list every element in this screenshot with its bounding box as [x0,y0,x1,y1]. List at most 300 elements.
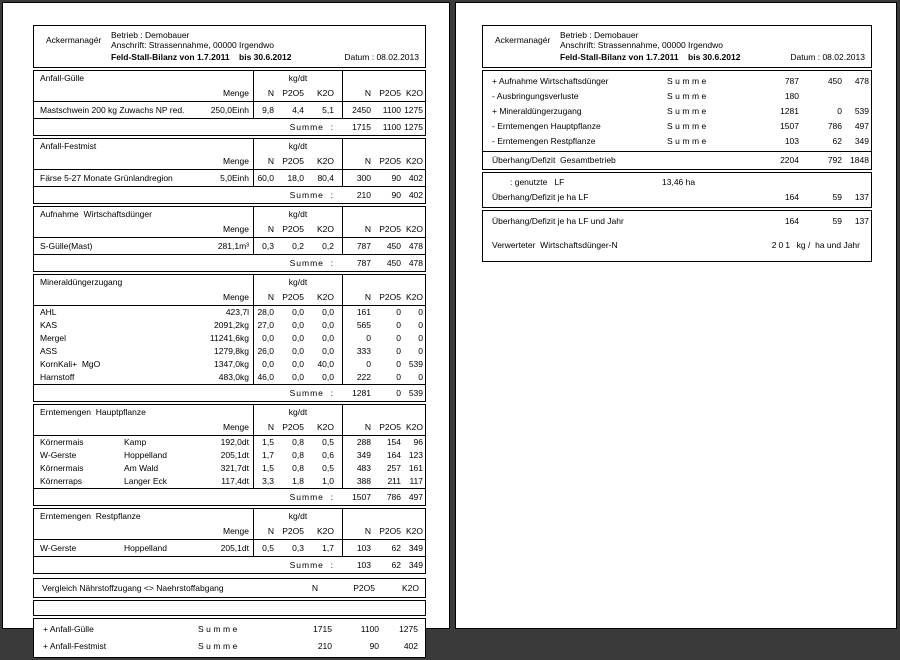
cell: 96 [413,437,423,447]
cell: 349 [356,450,371,460]
cell: 90 [391,172,401,183]
summe-label: Summe : [289,387,334,398]
cell-menge: 1347,0kg [214,359,249,369]
col-k2o: K2O [405,155,423,166]
col-p2o5: P2O5 [282,155,304,166]
cell: 59 [832,216,842,226]
table-row [34,102,425,118]
cell: 1275 [399,624,418,634]
cell-menge: 192,0dt [220,437,249,447]
col-p2o5: P2O5 [379,223,401,234]
cell-menge: 281,1m³ [217,240,249,251]
summe-label: Summe [667,106,709,116]
report-page-2 [482,25,872,264]
cell: 0 [396,387,401,398]
col-menge: Menge [223,87,249,98]
row-field: Hoppelland [124,450,168,460]
col-menge: Menge [223,525,249,536]
cell: 402 [408,172,423,183]
lf-value: 13,46 ha [662,177,696,187]
col-n: N [267,87,274,98]
section-anfall-festmist [33,138,426,204]
cell: 154 [386,437,401,447]
row-name: KAS [40,320,58,330]
col-n: N [267,155,274,166]
cell: 62 [391,559,401,570]
summe-label: Summe : [289,189,334,200]
unit-label: kg/dt [288,406,308,417]
cell: 333 [356,346,371,356]
col-k2o: K2O [405,291,423,302]
cell: 786 [386,491,401,502]
row-label: + Anfall-Festmist [43,641,107,651]
jahr-box [482,210,872,262]
cell: 0,0 [292,359,304,369]
cell: 18,0 [287,172,304,183]
lf-box [482,172,872,208]
col-n: N [311,582,318,593]
col-n: N [364,155,371,166]
col-n: N [267,291,274,302]
row-crop: W-Gerste [40,450,77,460]
cell: 0,0 [292,333,304,343]
cell: 0 [418,372,423,382]
cell: 0,0 [322,307,334,317]
cell: 0 [396,320,401,330]
cell-menge: 423,7l [225,307,249,317]
cell: 478 [854,76,869,86]
betrieb-line: Betrieb : Demobauer [111,30,190,40]
row-crop: W-Gerste [40,542,77,553]
cell: 483 [356,463,371,473]
unit-label: kg/dt [288,510,308,521]
col-p2o5: P2O5 [379,155,401,166]
cell: 257 [386,463,401,473]
cell: 539 [408,359,423,369]
cell: 62 [391,542,401,553]
table-row [34,332,425,345]
cell: 161 [408,463,423,473]
cell: 0 [418,333,423,343]
column-header-row [34,289,425,306]
cell: 288 [356,437,371,447]
bilanz-box [482,70,872,170]
col-p2o5: P2O5 [282,223,304,234]
cell: 28,0 [257,307,274,317]
row-label: - Erntemengen Hauptpflanze [492,121,601,131]
col-p2o5: P2O5 [282,291,304,302]
col-k2o: K2O [405,525,423,536]
summe-label: Summe [667,136,709,146]
table-row [34,306,425,319]
cell: 0 [837,106,842,116]
row-field: Langer Eck [124,476,167,486]
cell: 0 [418,307,423,317]
cell: 787 [356,257,371,268]
anschrift-line: Anschrift: Strassennahme, 00000 Irgendwo [111,40,275,50]
cell: 137 [854,216,869,226]
cell: 478 [408,257,423,268]
summe-label: Summe [198,641,240,651]
cell: 90 [391,189,401,200]
table-row [483,74,871,89]
section-title: Erntemengen Restpflanze [40,510,141,521]
cell: 164 [784,192,799,202]
col-p2o5: P2O5 [379,525,401,536]
summe-label: Summe : [289,491,334,502]
cell: 60,0 [257,172,274,183]
cell: 1,0 [322,476,334,486]
table-row [34,462,425,475]
cell: 1,7 [262,450,274,460]
row-label: + Mineraldüngerzugang [492,106,582,116]
cell-menge: 2091,2kg [214,320,249,330]
cell: 0 [366,333,371,343]
header-title-row [483,50,871,67]
summe-label: Summe [667,91,709,101]
cell: 164 [386,450,401,460]
cell: 0,0 [292,307,304,317]
cell: 1275 [404,104,423,115]
row-label: - Erntemengen Restpflanze [492,136,596,146]
cell: 792 [827,155,842,165]
col-menge: Menge [223,223,249,234]
col-k2o: K2O [316,155,334,166]
cell-menge: 250,0Einh [210,104,249,115]
row-label: Überhang/Defizit je ha LF [492,192,589,202]
cell: 1,7 [322,542,334,553]
table-row [34,345,425,358]
header-title-row [34,50,425,67]
header-top [483,26,871,50]
betrieb-line: Betrieb : Demobauer [560,30,639,40]
cell: 0,0 [262,333,274,343]
report-title: Feld-Stall-Bilanz von 1.7.2011 bis 30.6.2012 [111,52,292,62]
cell: 161 [356,307,371,317]
cell: 786 [827,121,842,131]
table-row [34,540,425,556]
cell: 1715 [313,624,332,634]
cell: 62 [832,136,842,146]
lf-label: : genutzte LF [510,177,565,187]
cell-menge: 205,1dt [220,542,249,553]
cell: 0,0 [262,359,274,369]
address-block [560,30,723,50]
section-erntemengen-hauptpflanze [33,404,426,506]
col-k2o: K2O [316,87,334,98]
cell: 103 [356,559,371,570]
summe-label: Summe [667,121,709,131]
cell: 123 [408,450,423,460]
cell: 3,3 [262,476,274,486]
table-row [34,238,425,254]
col-n: N [267,421,274,432]
row-name: Mastschwein 200 kg Zuwachs NP red. [40,104,185,115]
column-header-row [34,153,425,170]
col-k2o: K2O [405,87,423,98]
section-title-row [34,405,425,419]
cell-menge: 205,1dt [220,450,249,460]
summe-label: Summe [198,624,240,634]
col-p2o5: P2O5 [379,421,401,432]
cell: 1100 [360,624,379,634]
cell: 0,0 [292,372,304,382]
cell: 402 [408,189,423,200]
table-row [483,89,871,104]
col-menge: Menge [223,421,249,432]
table-row [483,214,871,229]
page-1 [3,3,449,651]
table-row [483,119,871,134]
cell: 1,5 [262,463,274,473]
row-crop: Körnerraps [40,476,83,486]
cell: 9,8 [262,104,274,115]
row-field: Kamp [124,437,147,447]
cell: 787 [784,76,799,86]
cell: 46,0 [257,372,274,382]
col-p2o5: P2O5 [379,87,401,98]
row-crop: Körnermais [40,463,84,473]
cell: 137 [854,192,869,202]
row-label: Überhang/Defizit je ha LF und Jahr [492,216,624,226]
total-row [483,151,871,169]
summe-label: Summe [667,76,709,86]
cell: 27,0 [257,320,274,330]
app-name: Ackermanagér [495,34,551,45]
cell: 0,0 [292,346,304,356]
cell: 0 [396,372,401,382]
verwertet-value [772,240,860,251]
col-n: N [267,525,274,536]
unit-label: kg/dt [288,208,308,219]
summe-label: Summe : [289,257,334,268]
section-title: Anfall-Gülle [40,72,84,83]
cell-menge: 321,7dt [220,463,249,473]
table-row [34,371,425,384]
column-header-row [34,523,425,540]
summe-label: Summe : [289,559,334,570]
col-k2o: K2O [405,421,423,432]
unit-label: kg/dt [288,140,308,151]
cell: 478 [408,240,423,251]
cell: 90 [369,641,379,651]
column-header-row [34,221,425,238]
vergleich-label: Vergleich Nährstoffzugang <> Naehrstoffabgang [42,582,224,593]
col-k2o: K2O [316,421,334,432]
summe-label: Summe : [289,121,334,132]
row-field: Hoppelland [124,542,168,553]
cell: 0 [366,359,371,369]
cell: 0 [396,307,401,317]
cell-menge: 11241,6kg [209,333,249,343]
cell: 103 [784,136,799,146]
verwertet-label: Verwerteter Wirtschaftsdünger-N [492,239,618,250]
row-label: + Anfall-Gülle [43,624,94,634]
table-row [483,175,871,190]
cell: 26,0 [257,346,274,356]
cell: 5,1 [322,104,334,115]
app-name: Ackermanagér [46,34,102,45]
col-k2o: K2O [401,582,419,593]
cell: 1,5 [262,437,274,447]
cell: 0,0 [322,333,334,343]
section-title: Anfall-Festmist [40,140,97,151]
cell: 450 [386,240,401,251]
cell: 0 [396,333,401,343]
cell: 388 [356,476,371,486]
cell: 349 [408,542,423,553]
report-date: Datum : 08.02.2013 [790,52,865,62]
cell-menge: 5,0Einh [220,172,249,183]
sum-row [34,556,425,573]
anschrift-line: Anschrift: Strassennahme, 00000 Irgendwo [560,40,724,50]
col-k2o: K2O [316,223,334,234]
table-row [34,638,425,655]
table-row [34,621,425,638]
cell: 1507 [780,121,799,131]
cell: 0,0 [322,372,334,382]
col-k2o: K2O [405,223,423,234]
cell: 1848 [850,155,869,165]
row-name: Färse 5-27 Monate Grünlandregion [40,172,173,183]
vergleich-header [33,578,426,598]
row-name: Mergel [40,333,66,343]
cell: 0 [418,320,423,330]
address-block [111,30,274,50]
column-header-row [34,419,425,436]
cell: 1507 [352,491,371,502]
cell-menge: 1279,8kg [214,346,249,356]
cell-menge: 117,4dt [221,476,249,486]
cell: 59 [832,192,842,202]
row-label: - Ausbringungsverluste [492,91,579,101]
cell: 402 [403,641,418,651]
cell: 450 [827,76,842,86]
header-top [34,26,425,50]
table-row [483,134,871,149]
cell: 0,3 [262,240,274,251]
report-date: Datum : 08.02.2013 [344,52,419,62]
row-crop: Körnermais [40,437,84,447]
col-k2o: K2O [316,291,334,302]
col-n: N [364,291,371,302]
col-menge: Menge [223,291,249,302]
table-row [34,449,425,462]
sum-row [34,488,425,505]
section-aufnahme-wirtschaftsduenger [33,206,426,272]
table-row [34,358,425,371]
row-name: AHL [40,307,57,317]
page-2 [456,3,896,628]
cell: 0,0 [292,320,304,330]
verwertet-row [483,237,871,253]
cell: 539 [408,387,423,398]
cell: 2204 [780,155,799,165]
table-row [34,436,425,449]
section-title: Aufnahme Wirtschaftsdünger [40,208,152,219]
cell: 497 [408,491,423,502]
cell: 103 [356,542,371,553]
table-row [34,319,425,332]
row-name: ASS [40,346,58,356]
cell: 222 [356,372,371,382]
cell: 164 [784,216,799,226]
cell: 1275 [404,121,423,132]
cell: 0 [396,346,401,356]
col-n: N [364,223,371,234]
table-row [483,190,871,205]
verwertet-number: 201 [771,239,792,250]
table-row [34,475,425,488]
cell: 0 [396,359,401,369]
cell: 300 [356,172,371,183]
cell: 80,4 [317,172,334,183]
cell: 565 [356,320,371,330]
unit-label: kg/dt [288,72,308,83]
cell: 211 [387,476,401,486]
cell: 0,0 [322,346,334,356]
section-anfall-guelle [33,70,426,136]
cell: 1100 [382,104,401,115]
cell: 497 [854,121,869,131]
cell: 4,4 [292,104,304,115]
verwertet-unit: kg / ha und Jahr [791,239,860,250]
section-title: Erntemengen Hauptpflanze [40,406,146,417]
section-erntemengen-restpflanze [33,508,426,574]
sum-row [34,254,425,271]
cell: 0,5 [322,463,334,473]
row-name: S-Gülle(Mast) [40,240,93,251]
table-row [483,104,871,119]
column-header-row [34,85,425,102]
cell: 349 [408,559,423,570]
cell: 0,8 [292,450,304,460]
cell: 210 [356,189,371,200]
cell: 0,6 [322,450,334,460]
col-n: N [267,223,274,234]
section-title-row [34,139,425,153]
cell: 0 [418,346,423,356]
cell: 0,5 [322,437,334,447]
cell: 2450 [352,104,371,115]
bilanz-sums-box [33,618,426,658]
report-header [482,25,872,68]
sum-row [34,186,425,203]
sum-row [34,118,425,135]
cell: 0,2 [292,240,304,251]
section-title-row [34,275,425,289]
cell: 1281 [780,106,799,116]
row-name: Harnstoff [40,372,75,382]
cell: 0,5 [262,542,274,553]
col-n: N [364,87,371,98]
cell: 1100 [382,121,401,132]
total-label: Überhang/Defizit Gesamtbetrieb [492,155,616,165]
report-page-1 [33,25,426,660]
col-p2o5: P2O5 [282,87,304,98]
col-p2o5: P2O5 [282,525,304,536]
col-n: N [364,525,371,536]
cell: 1715 [352,121,371,132]
col-p2o5: P2O5 [353,582,375,593]
cell: 180 [784,91,799,101]
cell: 787 [356,240,371,251]
col-p2o5: P2O5 [282,421,304,432]
section-title-row [34,207,425,221]
cell: 349 [854,136,869,146]
cell: 117 [409,476,423,486]
cell: 0,8 [292,437,304,447]
